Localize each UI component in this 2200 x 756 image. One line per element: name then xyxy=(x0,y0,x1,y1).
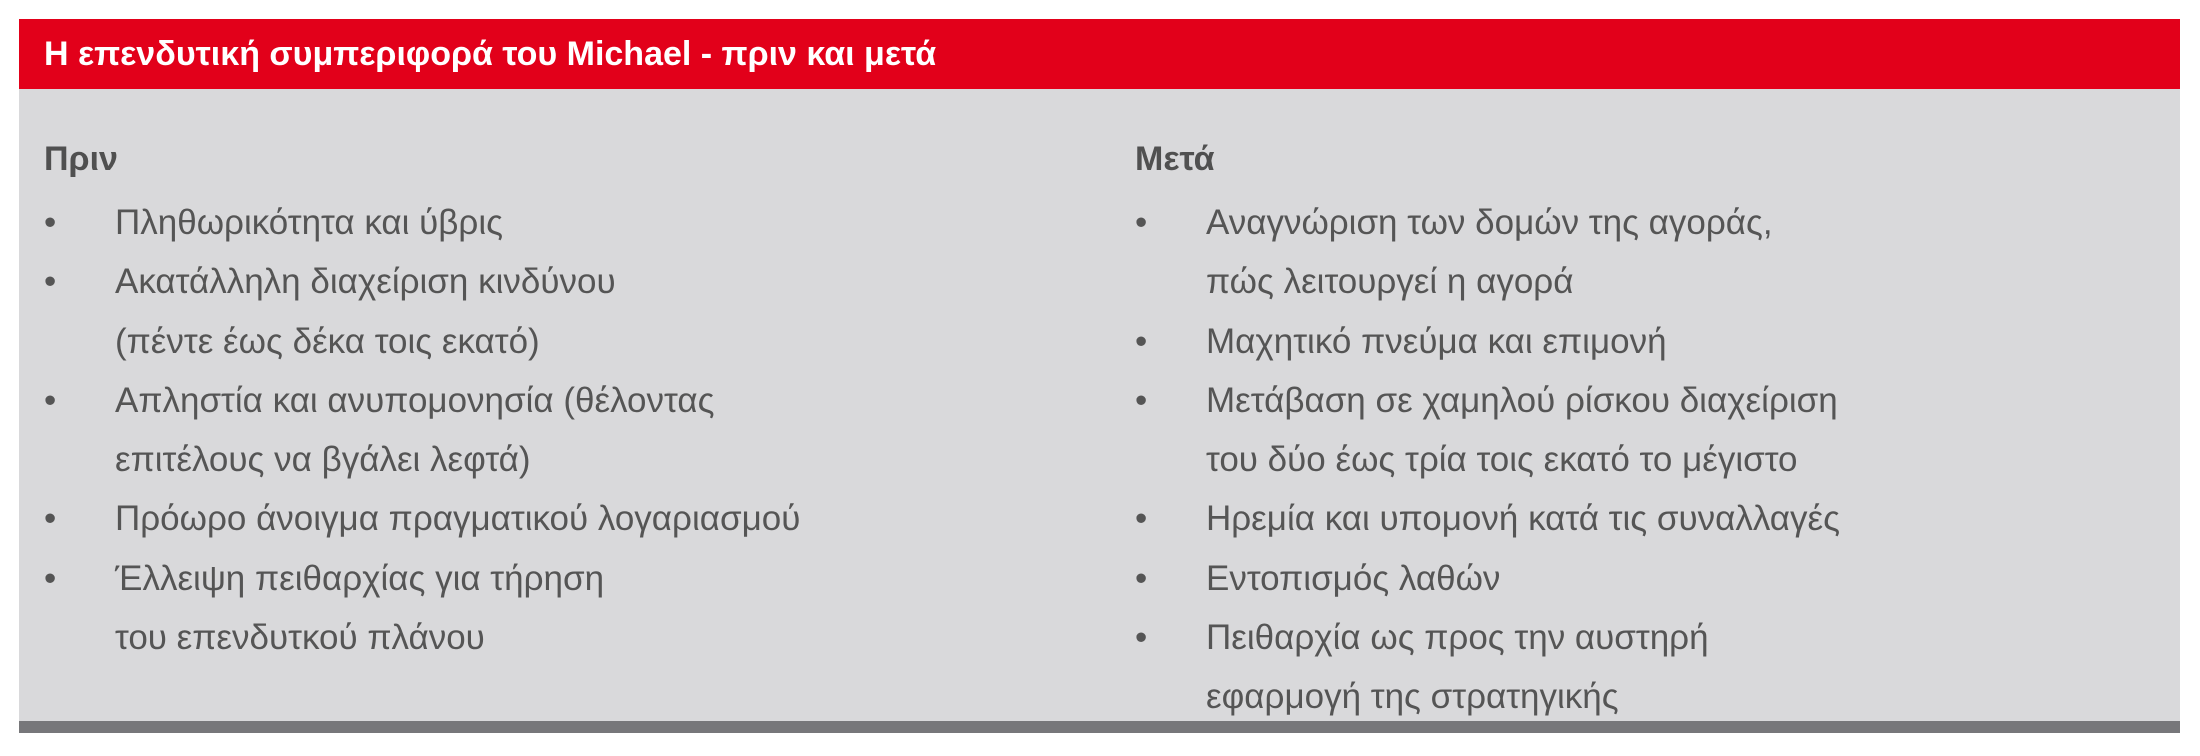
list-item-text: Έλλειψη πειθαρχίας για τήρηση xyxy=(115,558,605,598)
list-item-text: Μετάβαση σε χαμηλού ρίσκου διαχείριση xyxy=(1206,380,1838,420)
list-item xyxy=(44,371,1104,490)
title-bar xyxy=(19,19,2180,89)
list-item-text: Μαχητικό πνεύμα και επιμονή xyxy=(1206,321,1667,361)
list-item xyxy=(1135,608,2155,727)
list-item-text: Πληθωρικότητα και ύβρις xyxy=(115,203,503,242)
comparison-panel xyxy=(19,19,2180,733)
bullet-icon: • xyxy=(1135,618,1148,658)
list-item xyxy=(44,252,1104,371)
page-title: Η επενδυτική συμπεριφορά του Michael - πριν και μετά xyxy=(44,35,937,73)
list-item xyxy=(44,549,1104,668)
bottom-bar xyxy=(19,721,2180,733)
bullet-icon: • xyxy=(44,499,57,539)
bullet-icon: • xyxy=(1135,203,1148,242)
list-item xyxy=(1135,371,2155,490)
list-item xyxy=(1135,489,2155,548)
bullet-icon: • xyxy=(1135,499,1148,539)
list-item-text: εφαρμογή της στρατηγικής xyxy=(1206,677,1619,717)
bullet-icon: • xyxy=(1135,558,1148,598)
list-item-text: επιτέλους να βγάλει λεφτά) xyxy=(115,440,531,480)
bullet-icon: • xyxy=(44,380,57,420)
bullet-icon: • xyxy=(44,262,57,302)
before-column xyxy=(44,134,1104,667)
list-item-text: Πειθαρχία ως προς την αυστηρή xyxy=(1206,618,1709,658)
list-item-text: Απληστία και ανυπομονησία (θέλοντας xyxy=(115,380,715,420)
after-column xyxy=(1135,134,2155,727)
after-list xyxy=(1135,193,2155,727)
bullet-icon: • xyxy=(1135,321,1148,361)
list-item-text: Ακατάλληλη διαχείριση κινδύνου xyxy=(115,262,616,302)
before-list xyxy=(44,193,1104,667)
list-item xyxy=(1135,193,2155,312)
list-item xyxy=(1135,549,2155,608)
list-item-text: Πρόωρο άνοιγμα πραγματικού λογαριασμού xyxy=(115,499,801,539)
bullet-icon: • xyxy=(1135,380,1148,420)
list-item-text: πώς λειτουργεί η αγορά xyxy=(1206,262,1574,302)
list-item-text: του επενδυτκού πλάνου xyxy=(115,618,485,658)
list-item xyxy=(1135,312,2155,371)
list-item xyxy=(44,193,1104,252)
before-heading: Πριν xyxy=(44,140,118,178)
list-item-text: του δύο έως τρία τοις εκατό το μέγιστο xyxy=(1206,440,1798,480)
bullet-icon: • xyxy=(44,203,57,242)
bullet-icon: • xyxy=(44,558,57,598)
list-item-text: (πέντε έως δέκα τοις εκατό) xyxy=(115,321,540,361)
after-heading: Μετά xyxy=(1135,140,1215,178)
list-item-text: Αναγνώριση των δομών της αγοράς, xyxy=(1206,203,1773,242)
list-item xyxy=(44,489,1104,548)
list-item-text: Εντοπισμός λαθών xyxy=(1206,558,1501,598)
list-item-text: Ηρεμία και υπομονή κατά τις συναλλαγές xyxy=(1206,499,1841,539)
